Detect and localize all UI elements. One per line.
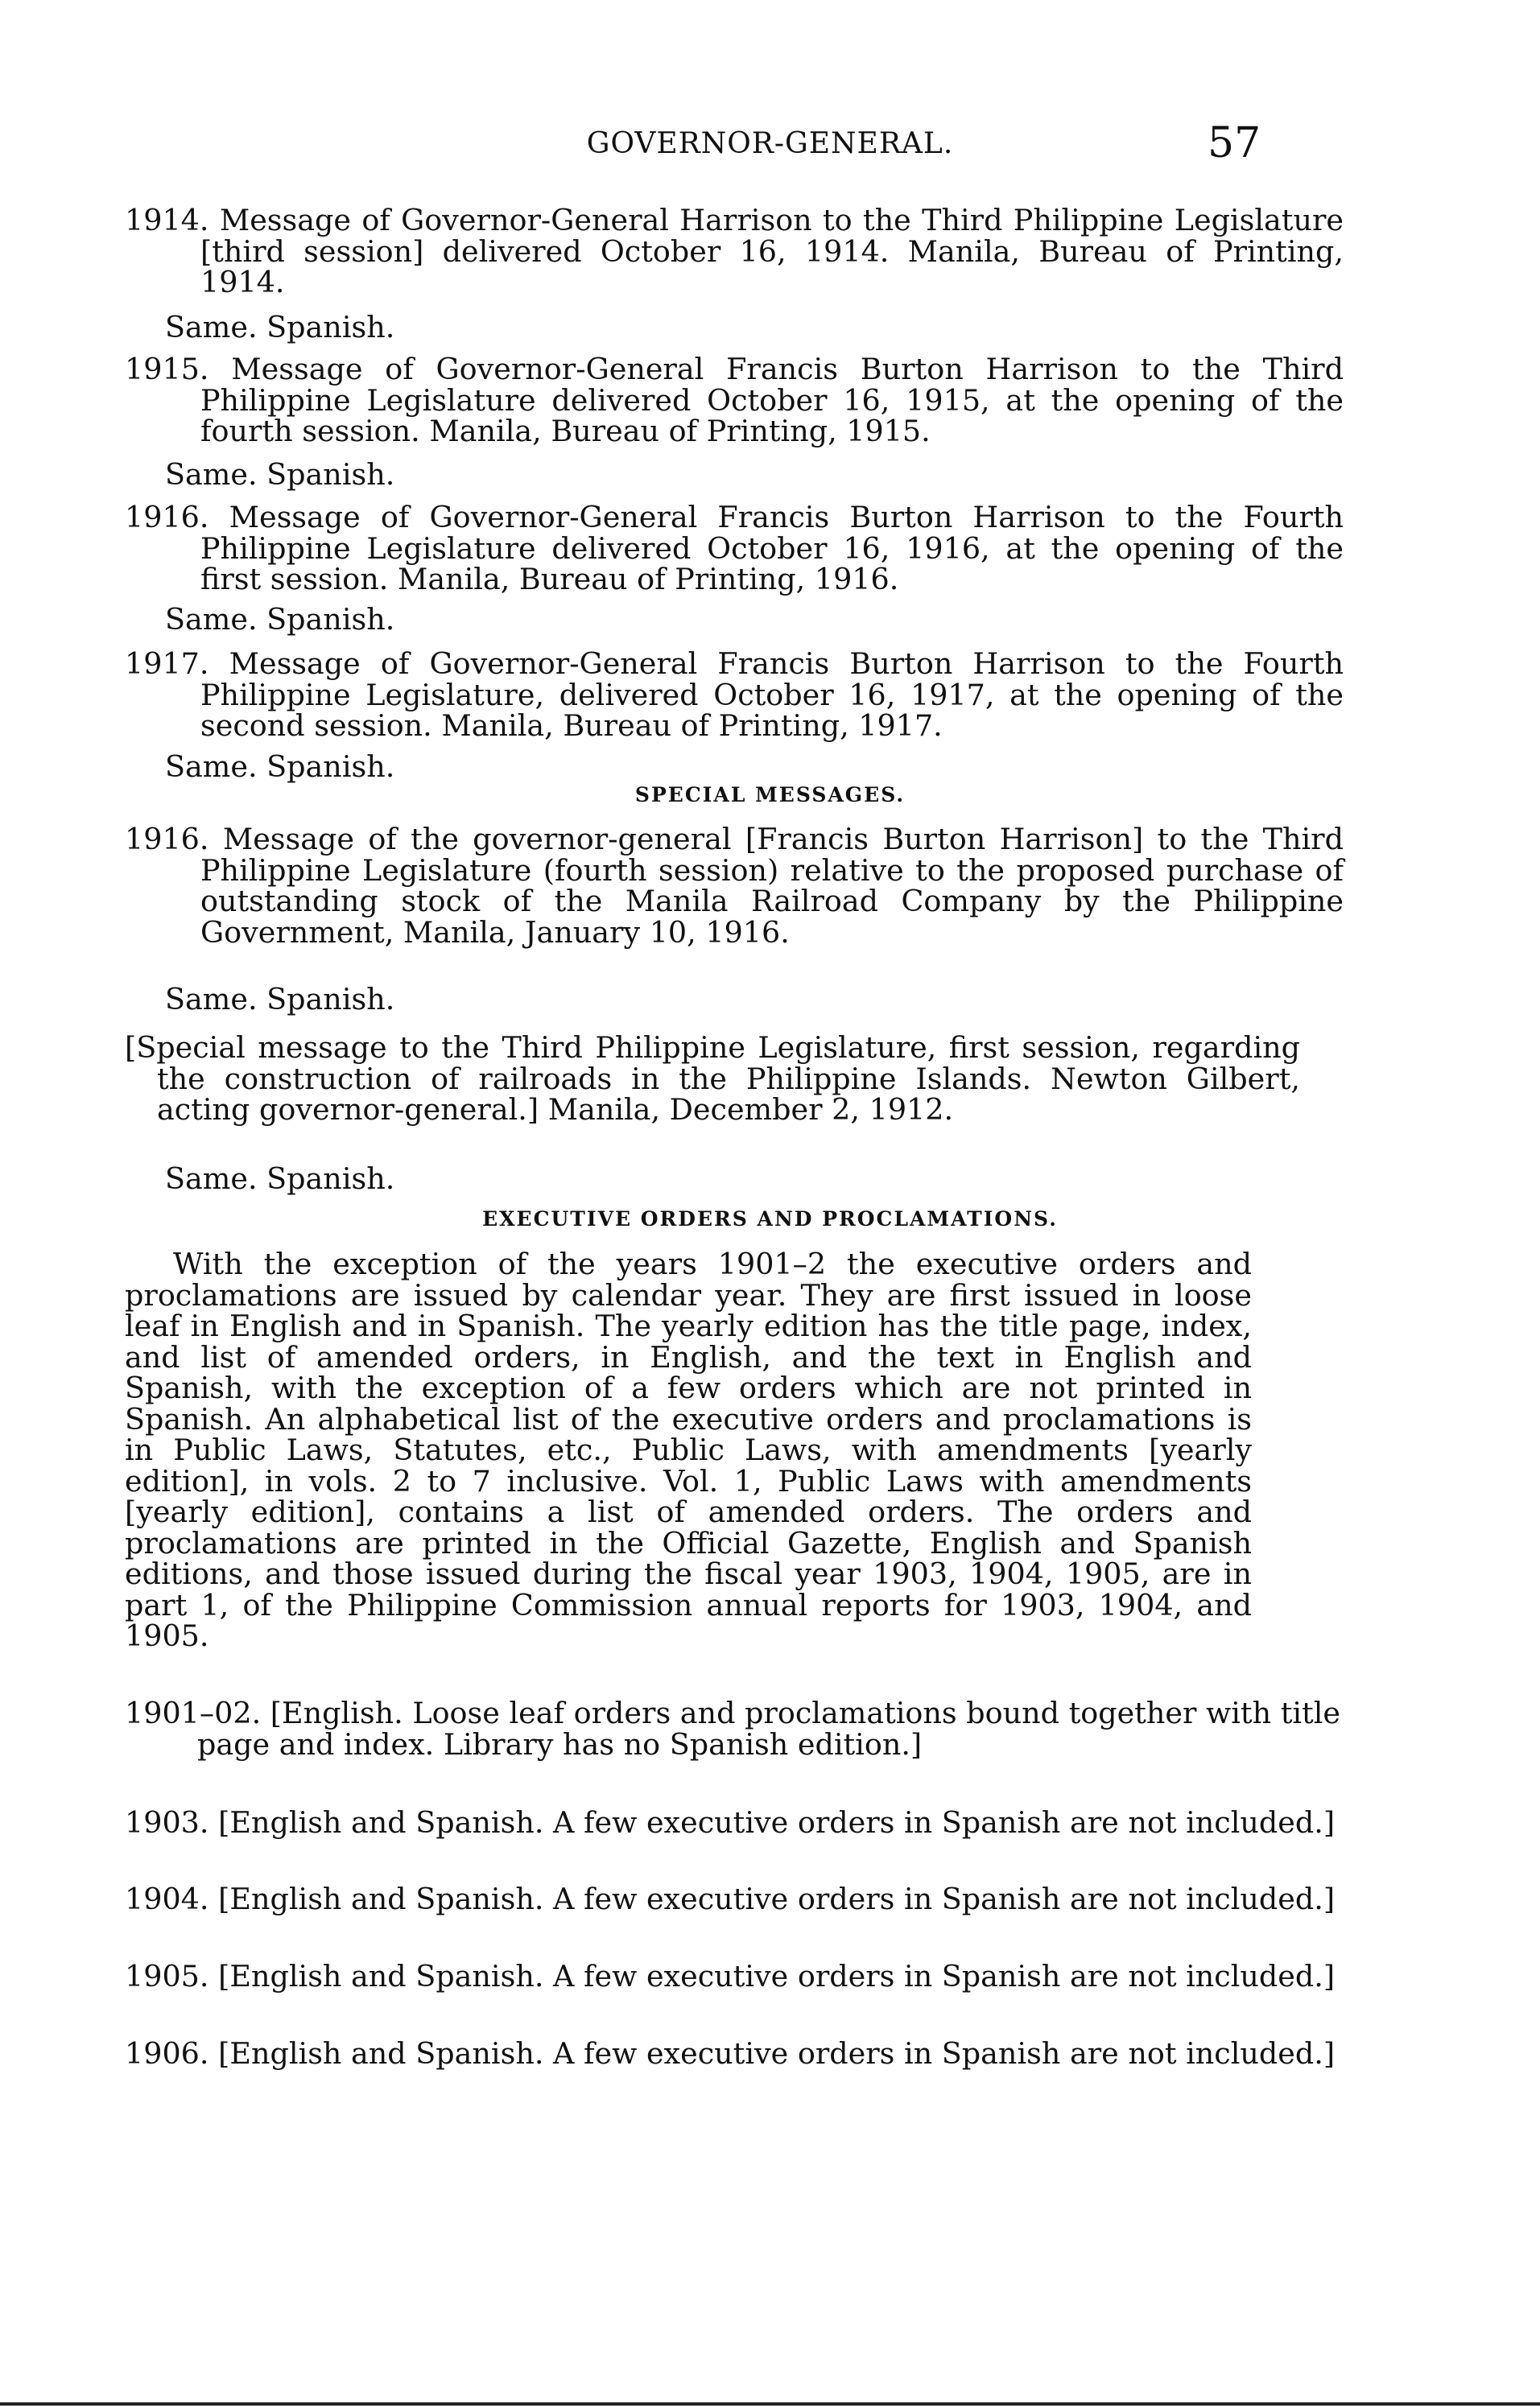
message-entry-1916: 1916. Message of Governor-General Francis Burton Harrison to the Fourth Philippine Legislature delivered October 16, 1916, at the opening of the first session. Manila, Bureau of Printing, 1916. [125, 500, 1344, 596]
executive-orders-entry: 1901–02. [English. Loose leaf orders and proclamations bound together with title page and index. Library has no Spanish edition.] [125, 1696, 1340, 1762]
message-entry-1914: 1914. Message of Governor-General Harrison to the Third Philippine Legislature [third session] delivered October 16, 1914. Manila, Bureau of Printing, 1914. [125, 203, 1344, 299]
same-spanish-note: Same. Spanish. [165, 457, 395, 492]
same-spanish-note: Same. Spanish. [165, 749, 395, 784]
running-header: GOVERNOR-GENERAL. [586, 127, 954, 160]
same-spanish-note: Same. Spanish. [165, 602, 395, 637]
message-entry-1915: 1915. Message of Governor-General Francis Burton Harrison to the Third Philippine Legislature delivered October 16, 1915, at the opening of the fourth session. Manila, Bureau of Printing, 1915. [125, 352, 1344, 448]
executive-orders-entry: 1903. [English and Spanish. A few executive orders in Spanish are not included.] [125, 1805, 1336, 1840]
same-spanish-note: Same. Spanish. [165, 310, 395, 344]
message-entry-1917: 1917. Message of Governor-General Francis Burton Harrison to the Fourth Philippine Legislature, delivered October 16, 1917, at the opening of the second session. Manila, Bureau of Printing, 1917. [125, 646, 1344, 743]
executive-orders-heading: EXECUTIVE ORDERS AND PROCLAMATIONS. [482, 1207, 1058, 1231]
page-number: 57 [1208, 119, 1261, 167]
executive-orders-entry: 1906. [English and Spanish. A few executive orders in Spanish are not included.] [125, 2036, 1336, 2071]
special-message-entry: [Special message to the Third Philippine Legislature, first session, regarding the construction of railroads in the Philippine Islands. Newton Gilbert, acting governor-general.] Manila, December 2, 1912. [125, 1030, 1300, 1127]
same-spanish-note: Same. Spanish. [165, 982, 395, 1016]
executive-orders-entry: 1904. [English and Spanish. A few executive orders in Spanish are not included.] [125, 1882, 1336, 1916]
special-messages-heading: SPECIAL MESSAGES. [634, 783, 906, 806]
same-spanish-note: Same. Spanish. [165, 1161, 395, 1196]
executive-orders-entry: 1905. [English and Spanish. A few executive orders in Spanish are not included.] [125, 1959, 1336, 1994]
special-message-entry: 1916. Message of the governor-general [Francis Burton Harrison] to the Third Philippine Legislature (fourth session) relative to the proposed purchase of outstanding stock of the Manila Railroad Company by the Philippine Government, Manila, January 10, 1916. [125, 822, 1344, 950]
page-bottom-rule [0, 2402, 1540, 2406]
executive-orders-intro: With the exception of the years 1901–2 the executive orders and proclamations are issued by calendar year. They are first issued in loose leaf in English and in Spanish. The yearly edition has the title page, index, and list of amended orders, in English, and the text in English and Spanish, with the exception of a few orders which are not printed in Spanish. An alphabetical list of the executive orders and proclamations is in Public Laws, Statutes, etc., Public Laws, with amendments [yearly edition], in vols. 2 to 7 inclusive. Vol. 1, Public Laws with amendments [yearly edition], contains a list of amended orders. The orders and proclamations are printed in the Official Gazette, English and Spanish editions, and those issued during the fiscal year 1903, 1904, 1905, are in part 1, of the Philippine Commission annual reports for 1903, 1904, and 1905. [125, 1247, 1252, 1653]
